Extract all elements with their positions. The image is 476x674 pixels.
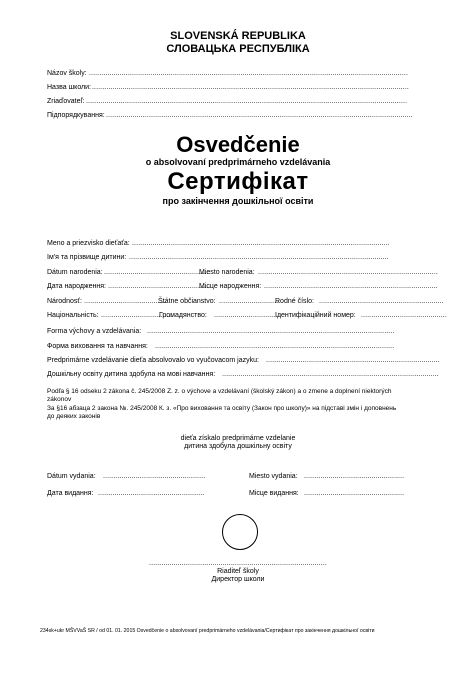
nationality-label-sk: Národnosť:: [47, 298, 82, 305]
citizenship-label-sk: Štátne občianstvo:: [158, 298, 216, 305]
birthplace-field-sk[interactable]: ........................................................................................: [258, 269, 438, 276]
birthplace-field-uk[interactable]: .....................................................................................: [264, 283, 438, 290]
birthdate-field-sk[interactable]: ....................................................: [104, 269, 211, 276]
legal-text-uk-line2: до деяких законів: [47, 413, 101, 420]
result-text-uk: дитина здобула дошкільну освіту: [184, 443, 292, 450]
school-name-field-sk[interactable]: ............................................................................................................................................................: [89, 70, 408, 77]
citizenship-field-uk[interactable]: ...............................: [214, 312, 278, 319]
title-sk: Osvedčenie: [176, 132, 300, 157]
birthnum-label-sk: Rodné číslo:: [275, 298, 314, 305]
school-name-label-uk: Назва школи:: [47, 84, 91, 91]
language-field-uk[interactable]: ..........................................................................................................: [222, 371, 439, 378]
issue-place-label-uk: Місце видання:: [249, 490, 299, 497]
seal-circle: [222, 514, 258, 550]
nationality-field-sk[interactable]: ........................................: [84, 298, 166, 305]
issue-date-field-sk[interactable]: ..................................................: [103, 473, 206, 480]
child-name-field-sk[interactable]: ..............................................................................................................................: [132, 240, 390, 247]
title-uk: Сертифікат: [167, 168, 309, 195]
issue-place-label-sk: Miesto vydania:: [249, 473, 298, 480]
issue-place-field-uk[interactable]: .................................................: [304, 490, 405, 497]
issue-date-label-uk: Дата видання:: [47, 490, 94, 497]
school-name-label-sk: Názov školy:: [47, 70, 87, 77]
issue-date-field-uk[interactable]: ....................................................: [98, 490, 205, 497]
issue-date-label-sk: Dátum vydania:: [47, 473, 96, 480]
issue-place-field-sk[interactable]: .................................................: [304, 473, 405, 480]
nationality-field-uk[interactable]: ...................................: [101, 312, 173, 319]
subtitle-sk: o absolvovaní predprimárneho vzdelávania: [145, 157, 331, 167]
legal-text-sk-line2: zákonov: [47, 396, 72, 403]
subtitle-uk: про закінчення дошкільної освіти: [162, 196, 314, 206]
child-name-label-sk: Meno a priezvisko dieťaťa:: [47, 240, 130, 247]
child-name-field-uk[interactable]: ...............................................................................................................................: [129, 254, 389, 261]
signature-title-sk: Riaditeľ školy: [217, 568, 259, 575]
signature-title-uk: Директор школи: [211, 576, 265, 583]
footer-text: 234sk+ukr MŠVVaŠ SR / od 01. 01. 2015 Osvedčenie o absolvovaní predprimárneho vzdelávania/Сертифікат про закінчення дошкільної освіти: [40, 628, 375, 634]
founder-field-sk[interactable]: .............................................................................................................................................................: [86, 98, 408, 105]
form-label-sk: Forma výchovy a vzdelávania:: [47, 328, 142, 335]
birthplace-label-uk: Місце народження:: [199, 283, 262, 290]
birthdate-label-sk: Dátum narodenia:: [47, 269, 103, 276]
signature-line[interactable]: .......................................................................................: [149, 560, 327, 567]
birthplace-label-sk: Miesto narodenia:: [199, 269, 255, 276]
language-label-uk: Дошкільну освіту дитина здобула на мові навчання:: [47, 371, 216, 378]
country-name-sk: SLOVENSKÁ REPUBLIKA: [170, 30, 306, 42]
nationality-label-uk: Національність:: [47, 312, 99, 319]
legal-text-sk-line1: Podľa § 16 odseku 2 zákona č. 245/2008 Z. z. o výchove a vzdelávaní (školský zákon) a o zmene a doplnení niektorých: [47, 388, 392, 395]
language-field-sk[interactable]: .....................................................................................: [266, 357, 440, 364]
birthdate-label-uk: Дата народження:: [47, 283, 106, 290]
founder-label-uk: Підпорядкування:: [47, 112, 105, 119]
school-name-field-uk[interactable]: ...........................................................................................................................................................: [92, 84, 409, 91]
founder-field-uk[interactable]: ......................................................................................................................................................: [106, 112, 413, 119]
founder-label-sk: Zriaďovateľ:: [47, 98, 85, 105]
country-name-uk: СЛОВАЦЬКА РЕСПУБЛІКА: [166, 43, 310, 55]
idnum-label-uk: Ідентифікаційний номер:: [275, 312, 356, 319]
birthdate-field-uk[interactable]: ..................................................: [108, 283, 211, 290]
child-name-label-uk: Ім'я та прізвище дитини:: [47, 254, 127, 261]
legal-text-uk-line1: За §16 абзаца 2 закона №. 245/2008 К. з. «Про виховання та освіту (Закон про школу)» на підставі змін і доповнень: [47, 405, 397, 412]
form-field-uk[interactable]: .....................................................................................................................: [155, 343, 395, 350]
form-label-uk: Форма виховання та навчання:: [47, 343, 148, 350]
form-field-sk[interactable]: .........................................................................................................................: [147, 328, 395, 335]
result-text-sk: dieťa získalo predprimárne vzdelanie: [180, 435, 296, 442]
citizenship-field-sk[interactable]: ..............................: [219, 298, 281, 305]
idnum-field-uk[interactable]: ..........................................: [361, 312, 447, 319]
language-label-sk: Predprimárne vzdelávanie dieťa absolvovalo vo vyučovacom jazyku:: [47, 357, 259, 364]
citizenship-label-uk: Громадянство:: [159, 312, 207, 319]
birthnum-field-sk[interactable]: .............................................................: [319, 298, 444, 305]
